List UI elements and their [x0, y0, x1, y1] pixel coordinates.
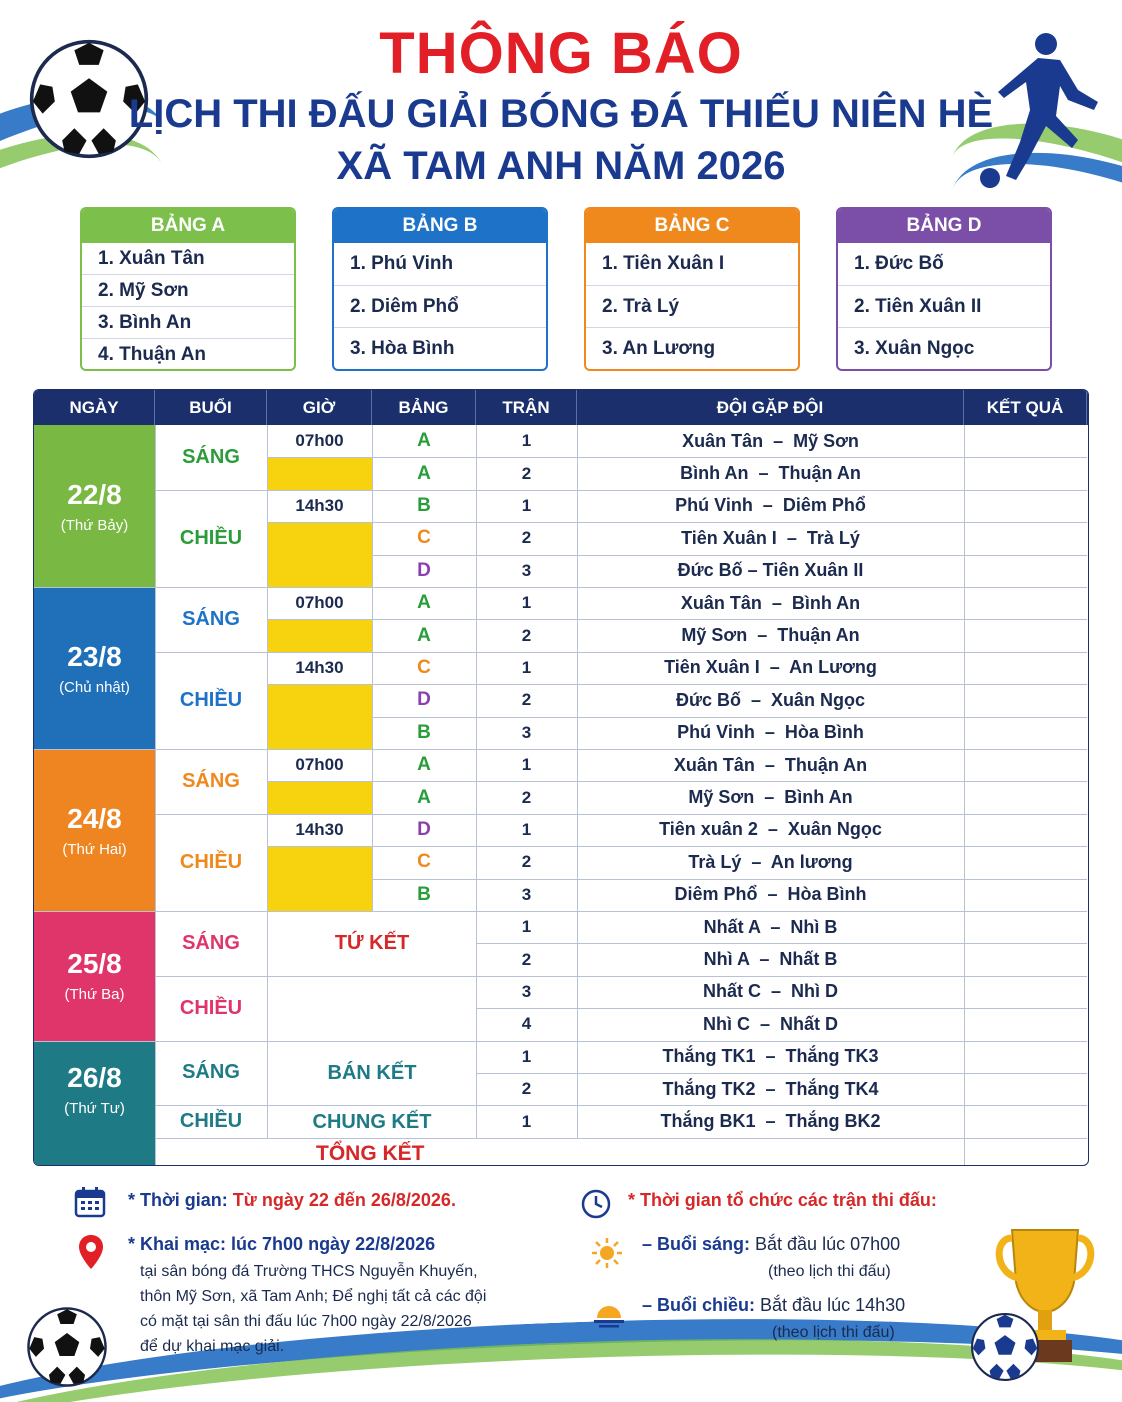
page-title: THÔNG BÁO: [379, 21, 743, 86]
match-number: 1: [521, 819, 532, 839]
match-number: 1: [521, 593, 532, 613]
match-number: 1: [521, 917, 532, 937]
afternoon-value: Bắt đầu lúc 14h30: [755, 1295, 906, 1315]
session-cell: CHIỀU: [179, 996, 243, 1019]
match-number: 3: [521, 560, 532, 580]
match-teams: Thắng TK2 – Thắng TK4: [662, 1078, 879, 1099]
column-header: BẢNG: [372, 390, 476, 425]
group-letter: B: [417, 494, 431, 516]
match-teams: Phú Vinh – Diêm Phổ: [675, 495, 866, 516]
stage-cell: CHUNG KẾT: [268, 1106, 476, 1137]
match-teams: Tiên Xuân I – An Lương: [664, 657, 877, 678]
group-team: 4. Thuận An: [98, 344, 207, 365]
morning-sub: (theo lịch thi đấu): [768, 1263, 891, 1280]
session-cell: SÁNG: [182, 931, 240, 954]
match-teams: Mỹ Sơn – Thuận An: [681, 625, 860, 646]
column-divider: [964, 425, 965, 1166]
group-team: 2. Trà Lý: [586, 286, 798, 329]
soccer-ball-icon: [26, 1306, 108, 1388]
time-label: * Thời gian:: [128, 1190, 228, 1210]
group-title: BẢNG C: [586, 209, 798, 243]
match-teams: Bình An – Thuận An: [680, 463, 861, 484]
group-title: BẢNG A: [82, 209, 294, 243]
match-teams: Thắng TK1 – Thắng TK3: [662, 1046, 879, 1067]
match-number: 1: [521, 495, 532, 515]
time-placeholder: [268, 458, 372, 489]
morning-note: [642, 1234, 900, 1255]
match-teams: Tiên Xuân I – Trà Lý: [681, 527, 860, 548]
session-cell: CHIỀU: [179, 1110, 243, 1133]
org-time-note: [628, 1190, 937, 1211]
match-teams: Tiên xuân 2 – Xuân Ngọc: [659, 819, 882, 840]
day-cell: [34, 1041, 155, 1138]
group-letter: A: [417, 430, 431, 452]
match-number: 4: [521, 1014, 532, 1034]
group-letter: C: [417, 851, 431, 873]
column-header: GIỜ: [267, 390, 372, 425]
page-subtitle-line1: LỊCH THI ĐẤU GIẢI BÓNG ĐÁ THIẾU NIÊN HÈ: [128, 92, 994, 136]
time-cell: 07h00: [295, 755, 344, 775]
group-letter: A: [417, 624, 431, 646]
match-teams: Đức Bố – Tiên Xuân II: [677, 560, 864, 581]
group-letter: A: [417, 786, 431, 808]
match-number: 1: [521, 431, 532, 451]
afternoon-note: [642, 1295, 905, 1316]
day-date: 23/8: [67, 640, 122, 672]
group-team: 2. Mỹ Sơn: [82, 275, 294, 307]
match-teams: Đức Bố – Xuân Ngọc: [675, 689, 866, 710]
group-title: BẢNG D: [838, 209, 1050, 243]
match-number: 3: [521, 981, 532, 1001]
session-cell: CHIỀU: [179, 850, 243, 873]
time-cell: 14h30: [295, 495, 344, 515]
group-team: 3. An Lương: [602, 338, 716, 360]
match-teams: Nhì C – Nhất D: [702, 1013, 838, 1034]
group-letter: B: [417, 883, 431, 905]
day-date: 24/8: [67, 802, 122, 834]
time-cell: 14h30: [295, 657, 344, 677]
group-team: 3. Bình An: [82, 307, 294, 339]
match-teams: Nhất C – Nhì D: [702, 981, 838, 1002]
group-box: [836, 207, 1052, 371]
group-box: [80, 207, 296, 371]
group-team: 1. Tiên Xuân I: [586, 243, 798, 286]
morning-value: Bắt đầu lúc 07h00: [750, 1234, 901, 1254]
session-cell: CHIỀU: [179, 526, 243, 549]
match-number: 2: [521, 787, 532, 807]
group-team: 1. Phú Vinh: [334, 243, 546, 286]
match-number: 3: [521, 722, 532, 742]
match-number: 3: [521, 884, 532, 904]
match-teams: Mỹ Sơn – Bình An: [688, 787, 853, 808]
day-weekday: (Thứ Ba): [64, 986, 125, 1004]
opening-line: để dự khai mạc giải.: [140, 1338, 285, 1355]
day-cell: [34, 587, 155, 749]
group-letter: A: [417, 754, 431, 776]
group-team: 1. Xuân Tân: [82, 243, 294, 275]
match-number: 1: [521, 755, 532, 775]
column-header: KẾT QUẢ: [964, 390, 1087, 425]
sun-icon: [590, 1236, 624, 1270]
match-number: 2: [521, 463, 532, 483]
table-header: [34, 390, 1088, 425]
group-team: 3. Xuân Ngọc: [854, 338, 975, 360]
group-box: [332, 207, 548, 371]
group-team: 2. Tiên Xuân II: [838, 286, 1050, 329]
group-letter: C: [417, 656, 431, 678]
match-number: 2: [521, 625, 532, 645]
match-teams: Xuân Tân – Mỹ Sơn: [682, 430, 859, 451]
group-letter: B: [417, 721, 431, 743]
time-note: [128, 1190, 456, 1211]
column-header: NGÀY: [34, 390, 155, 425]
page-subtitle-line2: XÃ TAM ANH NĂM 2026: [336, 144, 786, 188]
schedule-table: [33, 389, 1089, 1166]
match-teams: Thắng BK1 – Thắng BK2: [660, 1111, 881, 1132]
time-placeholder: [268, 620, 372, 651]
opening-note: [128, 1234, 435, 1255]
match-teams: Nhì A – Nhất B: [703, 949, 838, 970]
morning-label: – Buổi sáng:: [642, 1234, 751, 1254]
session-cell: CHIỀU: [179, 688, 243, 711]
group-team: 3. Hòa Bình: [350, 338, 455, 360]
opening-label: * Khai mạc: lúc 7h00 ngày 22/8/2026: [128, 1234, 436, 1254]
match-teams: Nhất A – Nhì B: [703, 916, 838, 937]
group-box: [584, 207, 800, 371]
day-weekday: (Thứ Bảy): [60, 516, 129, 534]
stage-cell: BÁN KẾT: [268, 1042, 476, 1106]
match-teams: Xuân Tân – Thuận An: [673, 754, 868, 775]
stage-cell: TỨ KẾT: [268, 912, 476, 976]
time-placeholder: [268, 847, 372, 911]
sunset-icon: [592, 1298, 626, 1328]
day-date: 22/8: [67, 478, 122, 510]
calendar-icon: [74, 1186, 106, 1218]
match-teams: Diêm Phổ – Hòa Bình: [674, 884, 867, 905]
day-weekday: (Chủ nhật): [59, 678, 130, 696]
column-header: TRẬN: [476, 390, 577, 425]
group-letter: C: [417, 527, 431, 549]
afternoon-sub: (theo lịch thi đấu): [772, 1324, 895, 1341]
match-teams: Xuân Tân – Bình An: [680, 592, 861, 613]
match-number: 1: [521, 657, 532, 677]
closing-cell: TỔNG KẾT: [156, 1139, 964, 1166]
location-pin-icon: [78, 1234, 104, 1270]
match-number: 2: [521, 949, 532, 969]
group-team: 1. Đức Bố: [838, 243, 1050, 286]
day-weekday: (Thứ Tư): [64, 1099, 125, 1117]
opening-line: thôn Mỹ Sơn, xã Tam Anh; Để nghị tất cả các đội: [140, 1288, 487, 1305]
session-cell: SÁNG: [182, 445, 240, 468]
stage-cell: [268, 977, 476, 1041]
match-number: 2: [521, 690, 532, 710]
group-letter: A: [417, 462, 431, 484]
org-time-label: * Thời gian tổ chức các trận thi đấu:: [628, 1190, 937, 1210]
time-placeholder: [268, 685, 372, 749]
group-letter: D: [417, 559, 431, 581]
day-cell: [34, 749, 155, 911]
opening-line: tại sân bóng đá Trường THCS Nguyễn Khuyến,: [140, 1263, 478, 1280]
opening-line: có mặt tại sân thi đấu lúc 7h00 ngày 22/8/2026: [140, 1313, 472, 1330]
opening-details: [140, 1259, 486, 1359]
group-letter: D: [417, 689, 431, 711]
group-title: BẢNG B: [334, 209, 546, 243]
match-number: 2: [521, 528, 532, 548]
session-cell: SÁNG: [182, 769, 240, 792]
day-cell: [34, 425, 155, 587]
match-number: 1: [521, 1111, 532, 1131]
soccer-ball-icon: [970, 1312, 1040, 1382]
day-date: 26/8: [67, 1061, 122, 1093]
day-date: 25/8: [67, 948, 122, 980]
time-placeholder: [268, 523, 372, 587]
time-value: Từ ngày 22 đến 26/8/2026.: [227, 1190, 456, 1210]
match-number: 1: [521, 1046, 532, 1066]
match-teams: Phú Vinh – Hòa Bình: [677, 722, 864, 743]
session-cell: SÁNG: [182, 1061, 240, 1084]
day-cell: [34, 911, 155, 1041]
day-cell-empty: [34, 1138, 155, 1166]
time-cell: 07h00: [295, 593, 344, 613]
time-cell: 14h30: [295, 819, 344, 839]
column-header: ĐỘI GẶP ĐỘI: [577, 390, 964, 425]
column-header: BUỔI: [155, 390, 267, 425]
group-letter: D: [417, 818, 431, 840]
day-weekday: (Thứ Hai): [62, 840, 127, 858]
group-team: 2. Diêm Phổ: [334, 286, 546, 329]
group-letter: A: [417, 592, 431, 614]
match-number: 2: [521, 852, 532, 872]
time-cell: 07h00: [295, 431, 344, 451]
match-teams: Trà Lý – An lương: [688, 851, 853, 872]
match-number: 2: [521, 1079, 532, 1099]
session-cell: SÁNG: [182, 607, 240, 630]
time-placeholder: [268, 782, 372, 813]
clock-icon: [580, 1188, 612, 1220]
afternoon-label: – Buổi chiều:: [642, 1295, 756, 1315]
